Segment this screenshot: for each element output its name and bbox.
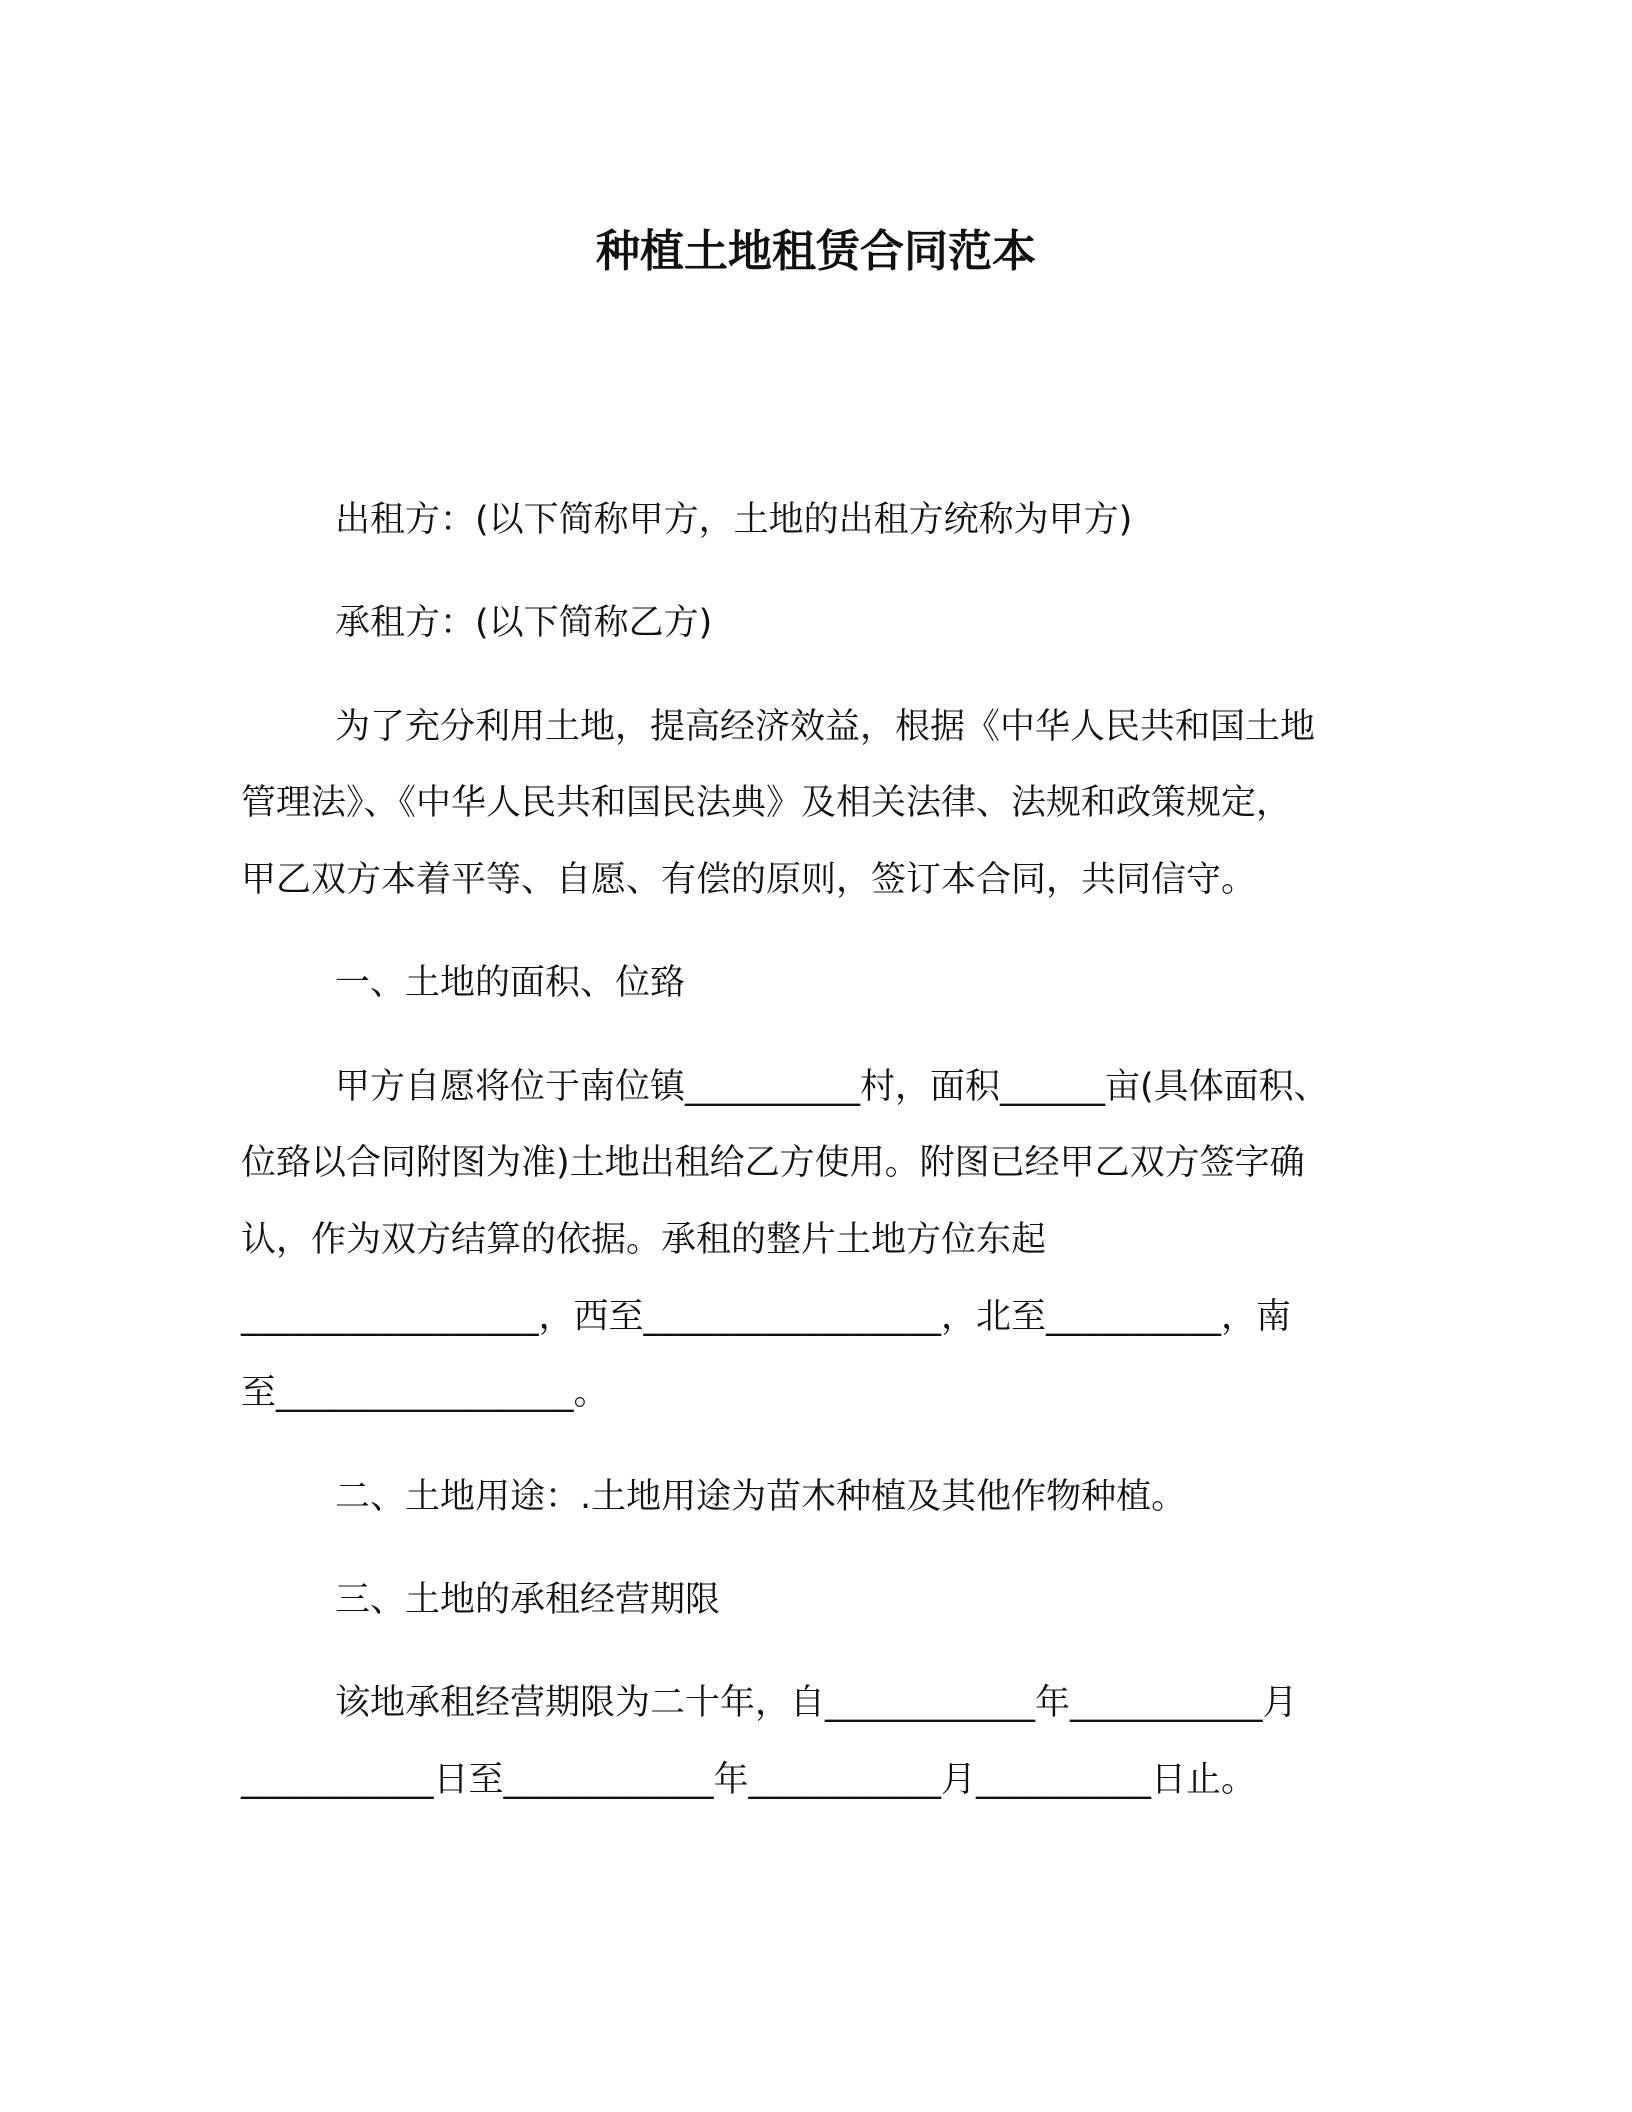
- section-1-body-line-5: 至_________________。: [241, 1373, 609, 1413]
- section-3-body-line-1: 该地承租经营期限为二十年，自____________年___________月: [335, 1683, 1298, 1723]
- lessee-line: 承租方：(以下简称乙方): [335, 603, 713, 643]
- section-1-body-line-1: 甲方自愿将位于南位镇__________村，面积______亩(具体面积、: [335, 1067, 1329, 1107]
- preamble-line-1: 为了充分利用土地，提高经济效益，根据《中华人民共和国土地: [335, 707, 1316, 747]
- preamble-line-2: 管理法》、《中华人民共和国民法典》及相关法律、法规和政策规定，: [241, 783, 1292, 823]
- document-title: 种植土地租赁合同范本: [596, 226, 1036, 277]
- section-2-heading: 二、土地用途：.土地用途为苗木种植及其他作物种植。: [335, 1477, 1187, 1517]
- section-3-body-line-2: ___________日至____________年___________月__________日止。: [241, 1760, 1257, 1800]
- lessor-line: 出租方：(以下简称甲方，土地的出租方统称为甲方): [335, 500, 1133, 540]
- section-1-heading: 一、土地的面积、位臵: [335, 963, 686, 1003]
- section-1-body-line-3: 认，作为双方结算的依据。承租的整片土地方位东起: [241, 1220, 1047, 1260]
- section-1-body-line-2: 位臵以合同附图为准)土地出租给乙方使用。附图已经甲乙双方签字确: [241, 1143, 1305, 1183]
- section-3-heading: 三、土地的承租经营期限: [335, 1580, 721, 1620]
- preamble-line-3: 甲乙双方本着平等、自愿、有偿的原则，签订本合同，共同信守。: [241, 860, 1257, 900]
- section-1-body-line-4: _________________，西至_________________，北至__________，南: [241, 1297, 1292, 1337]
